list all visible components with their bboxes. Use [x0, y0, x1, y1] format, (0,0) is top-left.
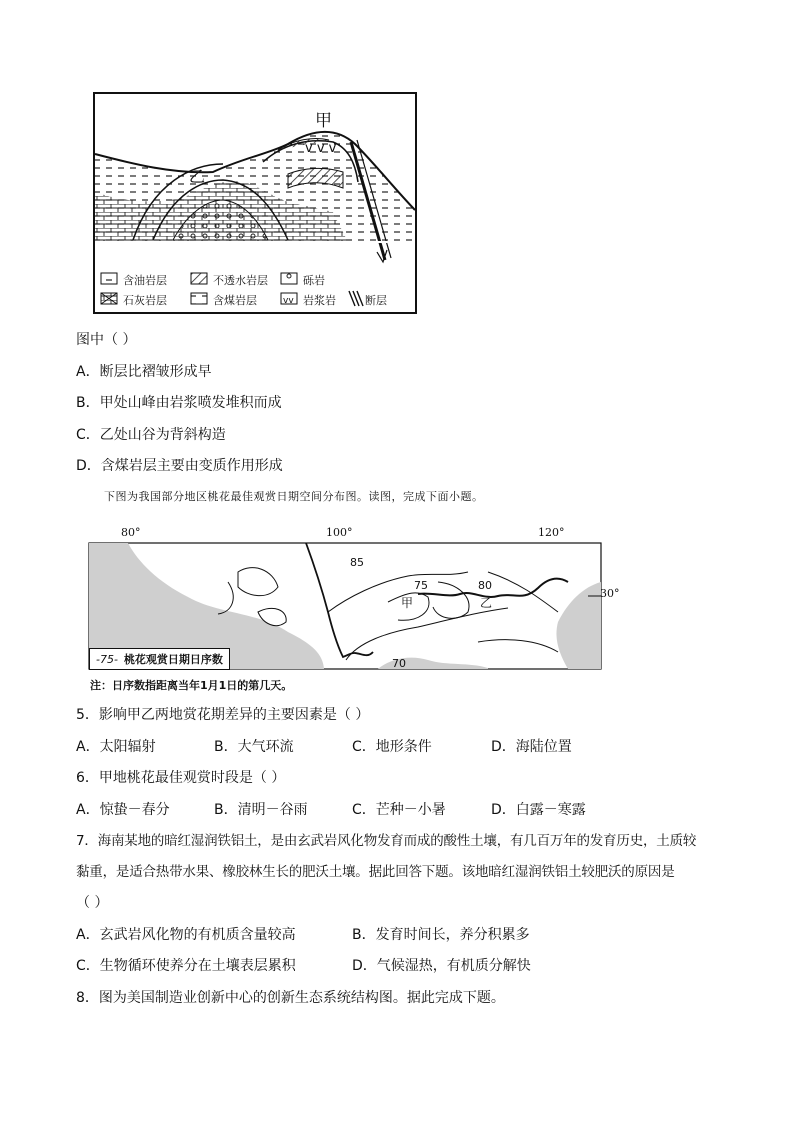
q7-line3: （ ） — [76, 895, 109, 911]
q7-line1: 7．海南某地的暗红湿润铁铝土，是由玄武岩风化物发育而成的酸性土壤，有几百万年的发育历史，土质较 — [76, 833, 697, 849]
legend-contour-text: 桃花观赏日期日序数 — [123, 653, 223, 666]
lon-120: 120° — [538, 526, 565, 539]
q6-option-a: A．惊蛰－春分 — [76, 802, 170, 818]
legend-oil-layer: 含油岩层 — [123, 274, 167, 287]
label-yi: 乙 — [189, 167, 206, 186]
legend-limestone: 石灰岩层 — [123, 294, 167, 307]
legend-fault: 断层 — [365, 294, 387, 307]
legend-coal-layer: 含煤岩层 — [213, 294, 257, 307]
q5-option-b: B．大气环流 — [214, 739, 294, 755]
q6-option-d: D．白露－寒露 — [491, 802, 586, 818]
q1-option-b: B．甲处山峰由岩浆喷发堆积而成 — [76, 395, 282, 411]
q1-option-a: A．断层比褶皱形成早 — [76, 364, 212, 380]
map-intro: 下图为我国部分地区桃花最佳观赏日期空间分布图。读图，完成下面小题。 — [104, 490, 484, 503]
impermeable-layer-symbol — [191, 273, 207, 284]
oil-layer-symbol — [101, 273, 117, 284]
q7-line2: 黏重，是适合热带水果、橡胶林生长的肥沃土壤。据此回答下题。该地暗红湿润铁铝土较肥沃的原因是 — [76, 864, 675, 880]
legend-magma-rock: 岩浆岩 — [303, 294, 336, 307]
svg-text:vv: vv — [283, 296, 294, 306]
q5-option-c: C．地形条件 — [352, 739, 432, 755]
q5-option-a: A．太阳辐射 — [76, 739, 156, 755]
conglomerate-symbol — [281, 273, 297, 284]
q5-option-d: D．海陆位置 — [491, 739, 572, 755]
svg-text:v v v: v v v — [305, 141, 337, 156]
q7-option-a: A．玄武岩风化物的有机质含量较高 — [76, 927, 296, 943]
lon-100: 100° — [326, 526, 353, 539]
q6-option-c: C．芒种－小暑 — [352, 802, 446, 818]
lon-80: 80° — [121, 526, 141, 539]
contour-75: 75 — [414, 579, 428, 592]
contour-85: 85 — [350, 556, 364, 569]
legend-conglomerate: 砾岩 — [303, 274, 325, 287]
legend-contour-sample: -75- — [96, 652, 118, 666]
place-jia: 甲 — [401, 596, 414, 610]
q6-stem: 6．甲地桃花最佳观赏时段是（ ） — [76, 770, 286, 786]
lat-30: 30° — [600, 587, 620, 600]
q5-stem: 5．影响甲乙两地赏花期差异的主要因素是（ ） — [76, 707, 370, 723]
peach-blossom-map — [88, 524, 620, 696]
q7-option-b: B．发育时间长，养分积累多 — [352, 927, 530, 943]
label-jia: 甲 — [315, 111, 332, 131]
coal-layer-symbol — [191, 293, 207, 304]
map-note: 注：日序数指距离当年1月1日的第几天。 — [90, 679, 293, 692]
q7-option-d: D．气候湿热，有机质分解快 — [352, 958, 531, 974]
q8-stem: 8．图为美国制造业创新中心的创新生态系统结构图。据此完成下题。 — [76, 990, 505, 1006]
legend-impermeable-layer: 不透水岩层 — [213, 274, 268, 287]
contour-70: 70 — [392, 657, 406, 670]
place-yi: 乙 — [480, 596, 493, 610]
q7-option-c: C．生物循环使养分在土壤表层累积 — [76, 958, 296, 974]
q1-option-d: D．含煤岩层主要由变质作用形成 — [76, 458, 283, 474]
q1-stem: 图中（ ） — [76, 332, 137, 348]
q1-option-c: C．乙处山谷为背斜构造 — [76, 427, 226, 443]
geology-figure — [93, 92, 417, 314]
q6-option-b: B．清明－谷雨 — [214, 802, 308, 818]
contour-80: 80 — [478, 579, 492, 592]
map-legend — [89, 648, 230, 670]
